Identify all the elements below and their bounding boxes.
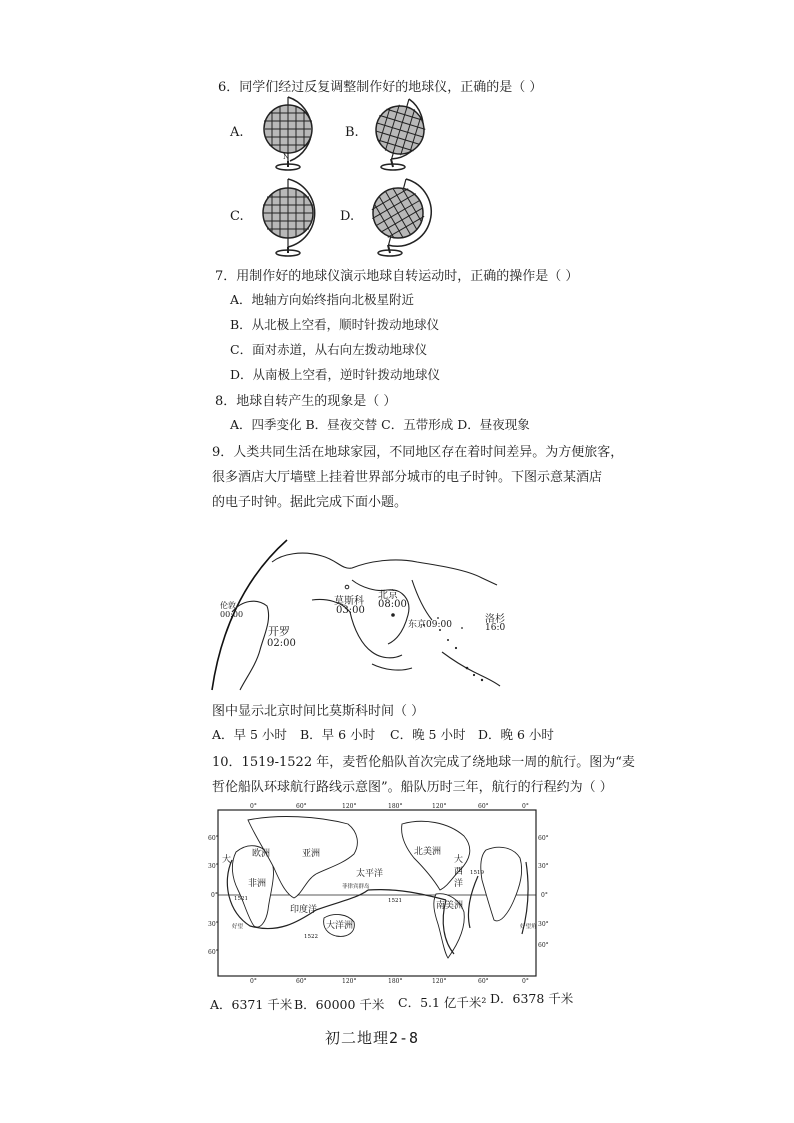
q9-option-c[interactable]: C．晚 5 小时 [390, 727, 466, 742]
q10-stem-line-1: 10．1519-1522 年，麦哲伦船队首次完成了绕地球一周的航行。图为“麦 [212, 755, 635, 770]
label-left-atlantic: 大 [222, 855, 232, 865]
hotel-clock-map [212, 540, 506, 692]
top-lon-5: 60° [478, 803, 489, 810]
beijing-label: 北京 [378, 590, 398, 601]
q10-stem-line-2: 哲伦船队环球航行路线示意图”。船队历时三年，航行的行程约为（ ） [212, 780, 613, 795]
london-label: 伦敦 [220, 601, 236, 610]
q9-option-d[interactable]: D．晚 6 小时 [478, 727, 554, 742]
label-oceania: 大洋洲 [326, 921, 354, 931]
left-lat-1: 30° [208, 863, 219, 870]
option-c-label: C. [230, 209, 244, 224]
world-map-figure [212, 540, 502, 692]
right-lat-3: 30° [538, 921, 549, 928]
label-north-america: 北美洲 [414, 847, 442, 857]
left-lat-3: 30° [208, 921, 219, 928]
tokyo-label: 东京09:00 [408, 620, 452, 630]
beijing-dot-icon [390, 612, 396, 618]
q8-stem: 8．地球自转产生的现象是（ ） [215, 394, 397, 409]
label-good-hope-left: 好望 [232, 924, 244, 930]
q9-option-a[interactable]: A．早 5 小时 [212, 727, 287, 742]
top-lon-1: 60° [296, 803, 307, 810]
option-d-label: D. [340, 209, 355, 224]
top-lon-4: 120° [432, 803, 447, 810]
q9-option-b[interactable]: B．早 6 小时 [300, 727, 376, 742]
london-time: 00:00 [220, 610, 244, 619]
q9-sub-stem: 图中显示北京时间比莫斯科时间（ ） [212, 704, 425, 719]
cairo-time: 02:00 [267, 638, 296, 649]
q6-option-a[interactable] [230, 95, 350, 175]
label-atlantic-2: 西 [454, 867, 464, 877]
left-lat-0: 60° [208, 835, 219, 842]
q7-option-c[interactable]: C．面对赤道，从右向左拨动地球仪 [230, 342, 428, 357]
option-b-label: B. [345, 125, 359, 140]
label-atlantic-1: 大 [454, 855, 464, 865]
moscow-label: 莫斯科 [334, 596, 364, 607]
page-footer: 初二地理2-8 [325, 1029, 420, 1047]
bottom-lon-2: 120° [342, 978, 357, 985]
la-time: 16:0 [485, 623, 506, 633]
q6-option-b[interactable] [345, 95, 465, 175]
right-lat-2: 0° [541, 892, 548, 899]
label-atlantic-3: 洋 [454, 879, 464, 889]
label-europe: 欧洲 [252, 849, 271, 859]
label-africa: 非洲 [248, 879, 267, 889]
label-indian-ocean: 印度洋 [290, 905, 318, 915]
beijing-time: 08:00 [378, 599, 407, 610]
q10-option-c[interactable]: C．5.1 亿千米² [398, 995, 487, 1010]
q10-option-a[interactable]: A．6371 千米 [210, 997, 293, 1012]
bottom-lon-1: 60° [296, 978, 307, 985]
label-year-1522: 1522 [304, 934, 318, 940]
top-lon-6: 0° [522, 803, 529, 810]
left-lat-4: 60° [208, 949, 219, 956]
q6-stem: 6．同学们经过反复调整制作好的地球仪，正确的是（ ） [218, 80, 543, 95]
moscow-dot-icon [344, 584, 350, 590]
q9-intro-line-1: 9．人类共同生活在地球家园，不同地区存在着时间差异。为方便旅客， [212, 445, 624, 460]
label-year-1521-b: 1521 [234, 896, 248, 902]
q10-option-b[interactable]: B．60000 千米 [294, 997, 385, 1012]
bottom-lon-0: 0° [250, 978, 257, 985]
q6-option-d[interactable] [340, 175, 460, 260]
q10-option-d[interactable]: D．6378 千米 [490, 991, 574, 1006]
bottom-lon-4: 120° [432, 978, 447, 985]
top-lon-2: 120° [342, 803, 357, 810]
right-lat-4: 60° [538, 942, 549, 949]
bottom-lon-6: 0° [522, 978, 529, 985]
q9-intro-line-3: 的电子时钟。据此完成下面小题。 [212, 495, 408, 510]
q7-option-a[interactable]: A．地轴方向始终指向北极星附近 [230, 292, 415, 307]
top-lon-3: 180° [388, 803, 403, 810]
label-philippines: 菲律宾群岛 [342, 884, 370, 890]
q7-option-d[interactable]: D．从南极上空看，逆时针拨动地球仪 [230, 367, 441, 382]
top-lon-0: 0° [250, 803, 257, 810]
label-asia: 亚洲 [302, 849, 321, 859]
globe-d-icon [362, 175, 434, 260]
option-a-label: A. [230, 125, 244, 140]
globe-c-icon [250, 175, 322, 260]
cairo-label: 开罗 [268, 625, 290, 638]
bottom-lon-3: 180° [388, 978, 403, 985]
right-lat-0: 60° [538, 835, 549, 842]
magellan-route-map [208, 802, 553, 984]
bottom-lon-5: 60° [478, 978, 489, 985]
label-year-1519: 1519 [470, 870, 484, 876]
label-pacific: 太平洋 [356, 869, 384, 879]
q7-option-b[interactable]: B．从北极上空看，顺时针拨动地球仪 [230, 317, 440, 332]
globe-b-icon [363, 95, 433, 175]
moscow-time: 03:00 [336, 605, 365, 616]
pole-mark: N [283, 153, 290, 161]
magellan-map-figure [208, 802, 553, 984]
label-year-1521: 1521 [388, 898, 402, 904]
right-lat-1: 30° [538, 863, 549, 870]
q8-options[interactable]: A．四季变化 B．昼夜交替 C．五带形成 D．昼夜现象 [230, 417, 530, 432]
q7-stem: 7．用制作好的地球仪演示地球自转运动时，正确的操作是（ ） [215, 269, 579, 284]
left-lat-2: 0° [211, 892, 218, 899]
globe-a-icon [250, 95, 320, 175]
label-south-america: 南美洲 [436, 901, 464, 911]
q9-intro-line-2: 很多酒店大厅墙壁上挂着世界部分城市的电子时钟。下图示意某酒店 [212, 470, 603, 485]
q6-option-c[interactable] [230, 175, 350, 260]
label-good-hope-right: 好望角 [520, 924, 537, 930]
la-label: 洛杉 [485, 614, 505, 625]
